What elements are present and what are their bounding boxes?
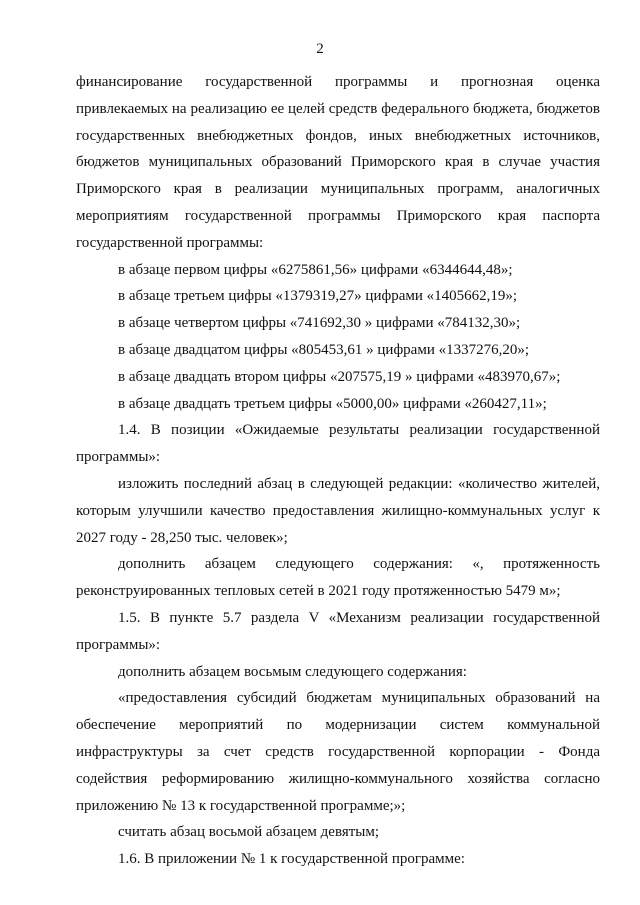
- paragraph-quote: «предоставления субсидий бюджетам муниципальных образований на обеспечение мероприятий по модернизации систем коммунальной инфраструктуры за счет средств государственной корпорации - Фонда содействия реформированию жилищно-коммунального хозяйства согласно приложению № 13 к государственной программе;»;: [76, 690, 600, 814]
- paragraph-item: в абзаце двадцатом цифры «805453,61 » цифрами «1337276,20»;: [118, 341, 530, 358]
- paragraph-item: дополнить абзацем восьмым следующего содержания:: [118, 663, 467, 680]
- paragraph-item: в абзаце четвертом цифры «741692,30 » цифрами «784132,30»;: [118, 315, 521, 332]
- page-number: 2: [316, 41, 324, 57]
- paragraph-item: в абзаце двадцать втором цифры «207575,19 » цифрами «483970,67»;: [118, 368, 561, 385]
- paragraph-item: в абзаце двадцать третьем цифры «5000,00» цифрами «260427,11»;: [118, 395, 547, 412]
- paragraph-intro: финансирование государственной программы и прогнозная оценка привлекаемых на реализацию ее целей средств федерального бюджета, бюджетов государственных внебюджетных фондов, иных внебюджетных источников, бюджетов муниципальных образований Приморского края в случае участия Приморского края в реализации муниципальных программ, аналогичных мероприятиям государственной программы Приморского края паспорта государственной программы:: [76, 74, 600, 251]
- paragraph-item: изложить последний абзац в следующей редакции: «количество жителей, которым улучшили качество предоставления жилищно-коммунальных услуг к 2027 году - 28,250 тыс. человек»;: [76, 475, 600, 546]
- paragraph-item: дополнить абзацем следующего содержания: «, протяженность реконструированных тепловых сетей в 2021 году протяженностью 5479 м»;: [76, 556, 600, 600]
- paragraph-section-1-5: 1.5. В пункте 5.7 раздела V «Механизм реализации государственной программы»:: [76, 609, 600, 653]
- document-body: [76, 69, 600, 873]
- paragraph-section-1-4: 1.4. В позиции «Ожидаемые результаты реализации государственной программы»:: [76, 422, 600, 466]
- paragraph-section-1-6: 1.6. В приложении № 1 к государственной программе:: [118, 851, 465, 868]
- paragraph-item: в абзаце третьем цифры «1379319,27» цифрами «1405662,19»;: [118, 288, 518, 305]
- paragraph-item: считать абзац восьмой абзацем девятым;: [118, 824, 380, 841]
- paragraph-item: в абзаце первом цифры «6275861,56» цифрами «6344644,48»;: [118, 261, 513, 278]
